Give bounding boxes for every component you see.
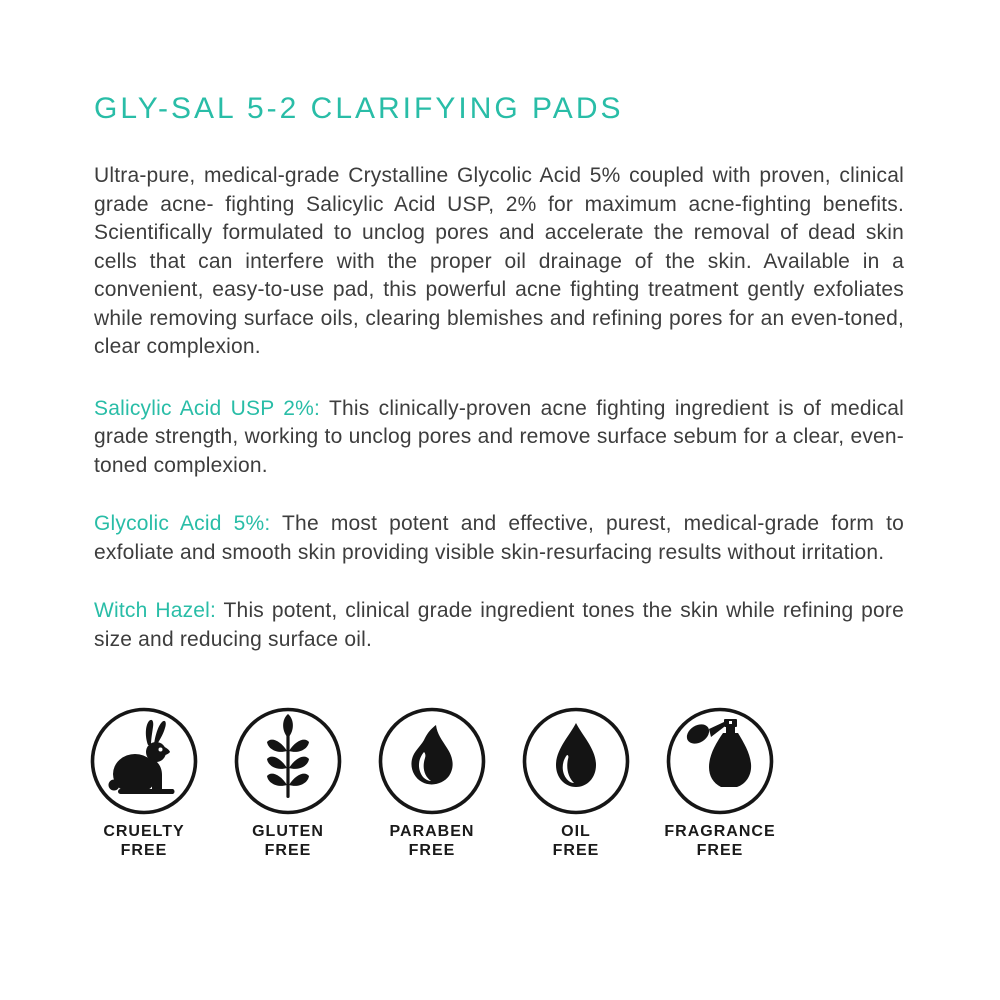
- badge-gluten-free: [232, 706, 344, 860]
- badge-label: PARABEN FREE: [389, 823, 475, 859]
- page-title: GLY-SAL 5-2 CLARIFYING PADS: [94, 92, 624, 125]
- badge-paraben-free: [376, 706, 488, 860]
- ingredient-description: This clinically-proven acne fighting ingredient is of medical grade strength, working to unclog pores and remove surface sebum for a clear, even-toned complexion.: [94, 396, 905, 477]
- rabbit-icon: [89, 706, 199, 816]
- badge-label: OIL FREE: [552, 823, 600, 859]
- badge-fragrance-free: [664, 706, 776, 860]
- water-drop-icon: [521, 706, 631, 816]
- badge-label: CRUELTY FREE: [103, 823, 185, 859]
- badge-row: [88, 706, 904, 860]
- ingredient-description: The most potent and effective, purest, medical-grade form to exfoliate and smooth skin providing visible skin-resurfacing results without irritation.: [94, 512, 905, 564]
- ingredient-section-glycolic-acid: [94, 510, 904, 567]
- ingredient-name: Glycolic Acid 5%:: [94, 512, 271, 535]
- badge-label: GLUTEN FREE: [252, 823, 324, 859]
- ingredient-description: This potent, clinical grade ingredient tones the skin while refining pore size and reducing surface oil.: [94, 599, 904, 651]
- wheat-icon: [233, 706, 343, 816]
- ingredient-name: Salicylic Acid USP 2%:: [94, 396, 321, 420]
- perfume-atomizer-icon: [665, 706, 775, 816]
- ingredient-section-salicylic-acid: [94, 395, 904, 481]
- flame-drop-icon: [377, 706, 487, 816]
- badge-label: FRAGRANCE FREE: [664, 823, 776, 859]
- badge-cruelty-free: [88, 706, 200, 860]
- badge-oil-free: [520, 706, 632, 860]
- ingredient-section-witch-hazel: [94, 597, 904, 654]
- ingredient-name: Witch Hazel:: [94, 599, 217, 622]
- intro-paragraph: Ultra-pure, medical-grade Crystalline Glycolic Acid 5% coupled with proven, clinical grade acne- fighting Salicylic Acid USP, 2% for maximum acne-fighting benefits. Scientifically formulated to unclog pores and accelerate the removal of dead skin cells that can interfere with the proper oil drainage of the skin. Available in a convenient, easy-to-use pad, this powerful acne fighting treatment gently exfoliates while removing surface oils, clearing blemishes and refining pores for an even-toned, clear complexion.: [94, 164, 904, 358]
